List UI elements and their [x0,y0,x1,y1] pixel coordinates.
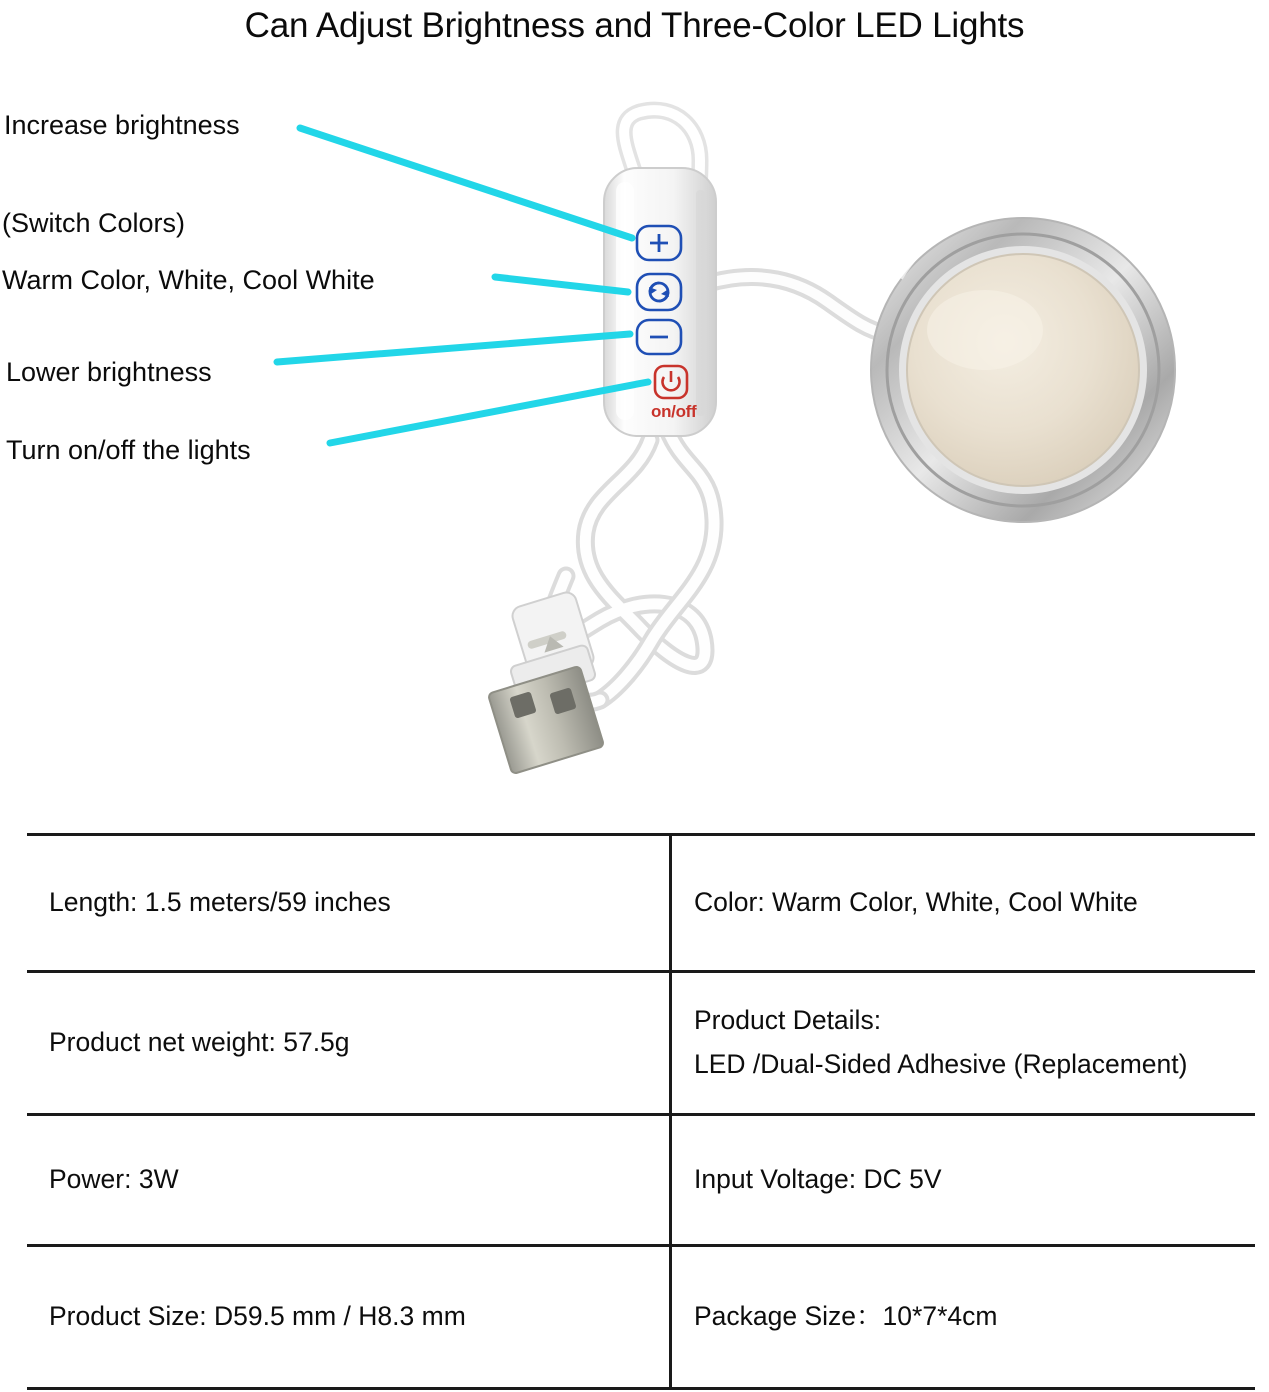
table-row [27,835,1255,972]
table-cell-net-weight [27,972,671,1115]
cell-text: Product net weight: 57.5g [49,1027,350,1058]
brightness-up-button[interactable] [637,226,681,260]
table-cell-color [671,835,1256,972]
table-row [27,1115,1255,1246]
onoff-label: on/off [651,402,697,421]
cell-text: Product Size: D59.5 mm / H8.3 mm [49,1301,466,1332]
cell-text: Power: 3W [49,1164,179,1195]
page-title: Can Adjust Brightness and Three-Color LED Lights [244,6,1025,45]
callout-switch-colors: (Switch Colors) [2,208,186,238]
table-cell-package-size [671,1246,1256,1389]
callout-turn-onoff: Turn on/off the lights [6,435,251,465]
cell-text: LED /Dual-Sided Adhesive (Replacement) [694,1049,1188,1079]
cell-text: Length: 1.5 meters/59 inches [49,887,391,918]
table-cell-product-details [671,972,1256,1115]
brightness-down-button[interactable] [637,320,681,354]
callout-increase-brightness: Increase brightness [4,110,240,140]
table-row [27,1246,1255,1389]
table-row [27,972,1255,1115]
cell-text: Input Voltage: DC 5V [694,1164,942,1195]
cell-text: Color: Warm Color, White, Cool White [694,887,1138,918]
cell-text: Package Size：10*7*4cm [694,1301,998,1332]
specifications-table [27,833,1255,1390]
callout-lower-brightness: Lower brightness [6,357,212,387]
color-cycle-button[interactable] [637,274,681,310]
table-cell-product-size [27,1246,671,1389]
table-cell-length [27,835,671,972]
cell-text: Product Details: [694,1005,882,1036]
table-cell-power [27,1115,671,1246]
table-cell-input-voltage [671,1115,1256,1246]
callout-color-options: Warm Color, White, Cool White [2,265,375,295]
